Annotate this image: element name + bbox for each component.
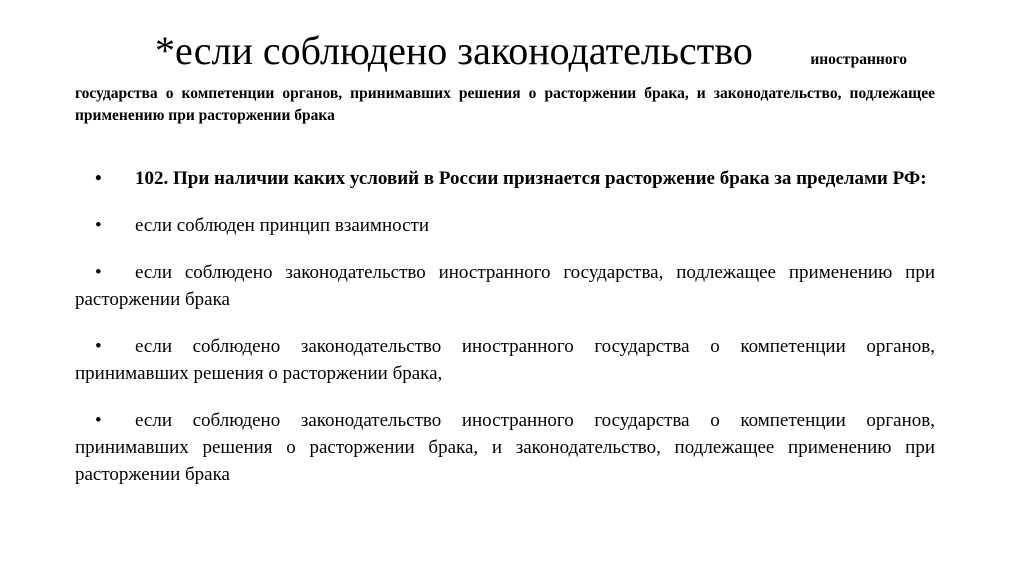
bullet-list: [0, 165, 1024, 488]
bullet-text: расторжении брака: [75, 289, 230, 310]
bullet-text: если соблюден принцип взаимности: [135, 215, 429, 236]
bullet-item-competence: [75, 333, 935, 387]
bullet-marker: •: [95, 168, 102, 189]
slide-title-line1: [75, 28, 935, 83]
bullet-marker: •: [95, 336, 102, 357]
bullet-text: 102. При наличии каких условий в России признается расторжение брака за пределами РФ:: [135, 168, 927, 189]
bullet-text: расторжении брака: [75, 464, 230, 485]
bullet-text: если соблюдено законодательство иностранного государства о компетенции органов,: [135, 336, 935, 357]
bullet-marker: •: [95, 215, 102, 236]
bullet-marker: •: [95, 410, 102, 431]
bullet-text: если соблюдено законодательство иностранного государства, подлежащее применению при: [135, 262, 935, 283]
slide-title: [0, 0, 1024, 127]
slide-title-small-text: иностранного: [810, 51, 907, 68]
bullet-item-question: [75, 165, 935, 192]
bullet-item-applicable-law: [75, 259, 935, 313]
bullet-text: принимавших решения о расторжении брака,: [75, 363, 443, 384]
bullet-marker: •: [95, 262, 102, 283]
bullet-item-reciprocity: [75, 212, 935, 239]
slide-title-line3: применению при расторжении брака: [75, 107, 335, 124]
bullet-text: принимавших решения о расторжении брака, и законодательство, подлежащее применению при: [75, 437, 935, 458]
bullet-item-competence-and-law: [75, 407, 935, 488]
bullet-text: если соблюдено законодательство иностранного государства о компетенции органов,: [135, 410, 935, 431]
slide-title-large-text: *если соблюдено законодательство: [155, 28, 753, 73]
slide-title-line2: государства о компетенции органов, принимавших решения о расторжении брака, и законодательство, подлежащее: [75, 85, 935, 102]
